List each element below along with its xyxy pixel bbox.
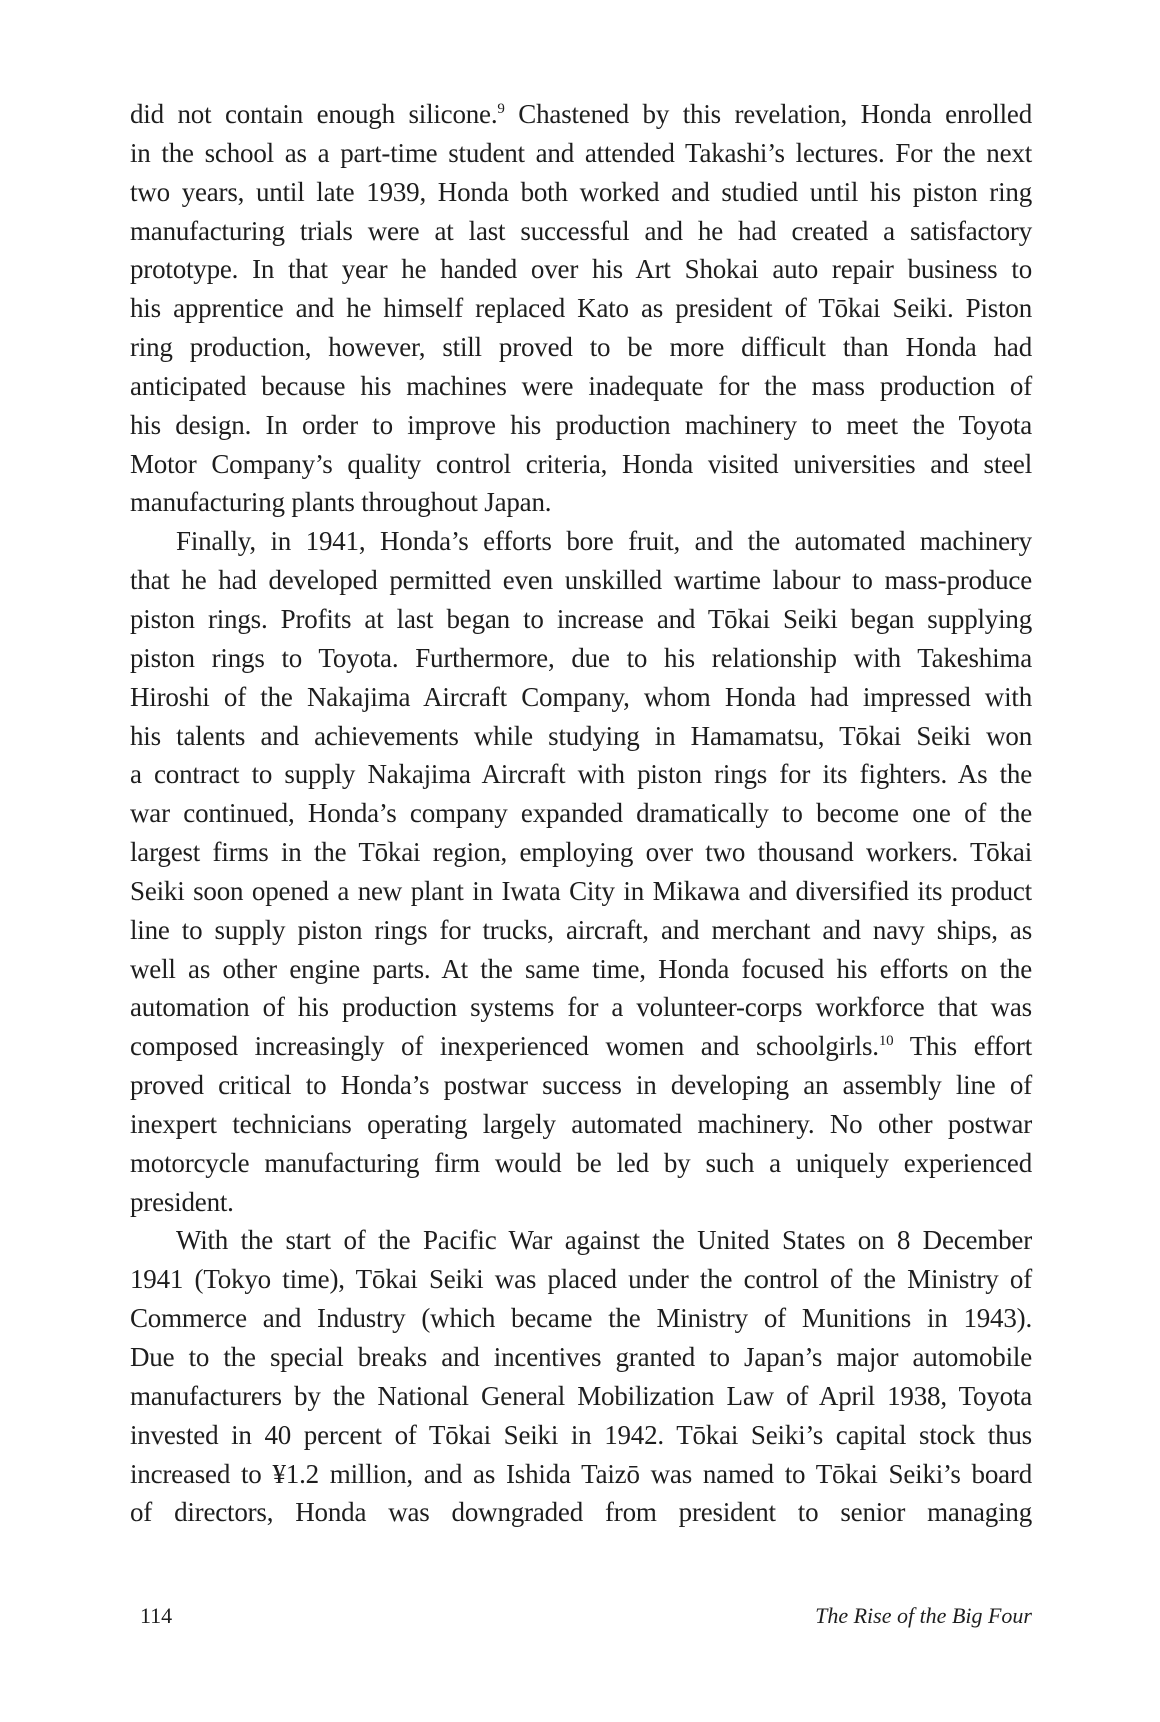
- text-line: Seiki soon opened a new plant in Iwata City in Mikawa and diversified its product: [130, 875, 1032, 906]
- text-line: Motor Company’s quality control criteria, Honda visited universities and steel: [130, 448, 1032, 479]
- paragraph-2: [130, 522, 1032, 1221]
- text-line: Hiroshi of the Nakajima Aircraft Company, whom Honda had impressed with: [130, 681, 1032, 712]
- text-line: prototype. In that year he handed over his Art Shokai auto repair business to: [130, 254, 1032, 285]
- footnote-ref-9[interactable]: 9: [497, 101, 505, 117]
- text-line: Commerce and Industry (which became the Ministry of Munitions in 1943).: [130, 1303, 1032, 1334]
- text-line: automation of his production systems for a volunteer-corps workforce that was: [130, 992, 1032, 1023]
- text-line: his apprentice and he himself replaced Kato as president of Tōkai Seiki. Piston: [130, 293, 1032, 324]
- text-line: invested in 40 percent of Tōkai Seiki in 1942. Tōkai Seiki’s capital stock thus: [130, 1419, 1032, 1450]
- footnote-ref-10[interactable]: 10: [878, 1033, 894, 1050]
- paragraph-1: [130, 95, 1032, 522]
- text-line: composed increasingly of inexperienced women and schoolgirls.$^{10}$ This effort: [130, 1031, 1032, 1062]
- text-line: his talents and achievements while studying in Hamamatsu, Tōkai Seiki won: [130, 720, 1032, 751]
- text-line: largest firms in the Tōkai region, employing over two thousand workers. Tōkai: [130, 837, 1032, 868]
- text-line: line to supply piston rings for trucks, aircraft, and merchant and navy ships, as: [130, 914, 1032, 945]
- body-text: [130, 95, 1032, 1532]
- text-line: in the school as a part-time student and attended Takashi’s lectures. For the next: [130, 137, 1032, 168]
- page-footer: [140, 1598, 1032, 1634]
- text-line: proved critical to Honda’s postwar success in developing an assembly line of: [130, 1070, 1032, 1101]
- text-line: Due to the special breaks and incentives granted to Japan’s major automobile: [130, 1342, 1032, 1372]
- text-line: increased to ¥1.2 million, and as Ishida Taizō was named to Tōkai Seiki’s board: [130, 1458, 1032, 1489]
- text-line: manufacturing trials were at last successful and he had created a satisfactory: [130, 215, 1032, 246]
- text-line: of directors, Honda was downgraded from president to senior managing: [130, 1497, 1032, 1528]
- text-line: motorcycle manufacturing firm would be led by such a uniquely experienced: [130, 1147, 1032, 1178]
- text-line: With the start of the Pacific War against the United States on 8 December: [176, 1225, 1032, 1256]
- text-line: manufacturing plants throughout Japan.: [130, 487, 552, 518]
- text-line: 1941 (Tokyo time), Tōkai Seiki was placed under the control of the Ministry of: [130, 1264, 1032, 1295]
- text-line: piston rings to Toyota. Furthermore, due to his relationship with Takeshima: [130, 642, 1032, 673]
- paragraph-3: [130, 1221, 1032, 1532]
- running-title: The Rise of the Big Four: [815, 1603, 1032, 1628]
- text-line: did not contain enough silicone.$^9$ Chastened by this revelation, Honda enrolled: [130, 99, 1032, 129]
- text-line: anticipated because his machines were inadequate for the mass production of: [130, 370, 1032, 401]
- text-line: piston rings. Profits at last began to increase and Tōkai Seiki began supplying: [130, 603, 1032, 634]
- text-line: Finally, in 1941, Honda’s efforts bore fruit, and the automated machinery: [176, 526, 1032, 557]
- text-line: war continued, Honda’s company expanded dramatically to become one of the: [130, 798, 1032, 829]
- text-line: inexpert technicians operating largely automated machinery. No other postwar: [130, 1108, 1032, 1139]
- text-line: manufacturers by the National General Mobilization Law of April 1938, Toyota: [130, 1380, 1032, 1411]
- text-line: that he had developed permitted even unskilled wartime labour to mass-produce: [130, 565, 1032, 596]
- text-line: two years, until late 1939, Honda both worked and studied until his piston ring: [130, 176, 1032, 207]
- text-line: ring production, however, still proved to be more difficult than Honda had: [130, 332, 1032, 363]
- text-line: well as other engine parts. At the same time, Honda focused his efforts on the: [130, 953, 1032, 984]
- page-number: 114: [140, 1603, 173, 1628]
- text-line: a contract to supply Nakajima Aircraft with piston rings for its fighters. As the: [130, 759, 1032, 790]
- text-line: his design. In order to improve his production machinery to meet the Toyota: [130, 409, 1032, 440]
- text-line: president.: [130, 1186, 234, 1217]
